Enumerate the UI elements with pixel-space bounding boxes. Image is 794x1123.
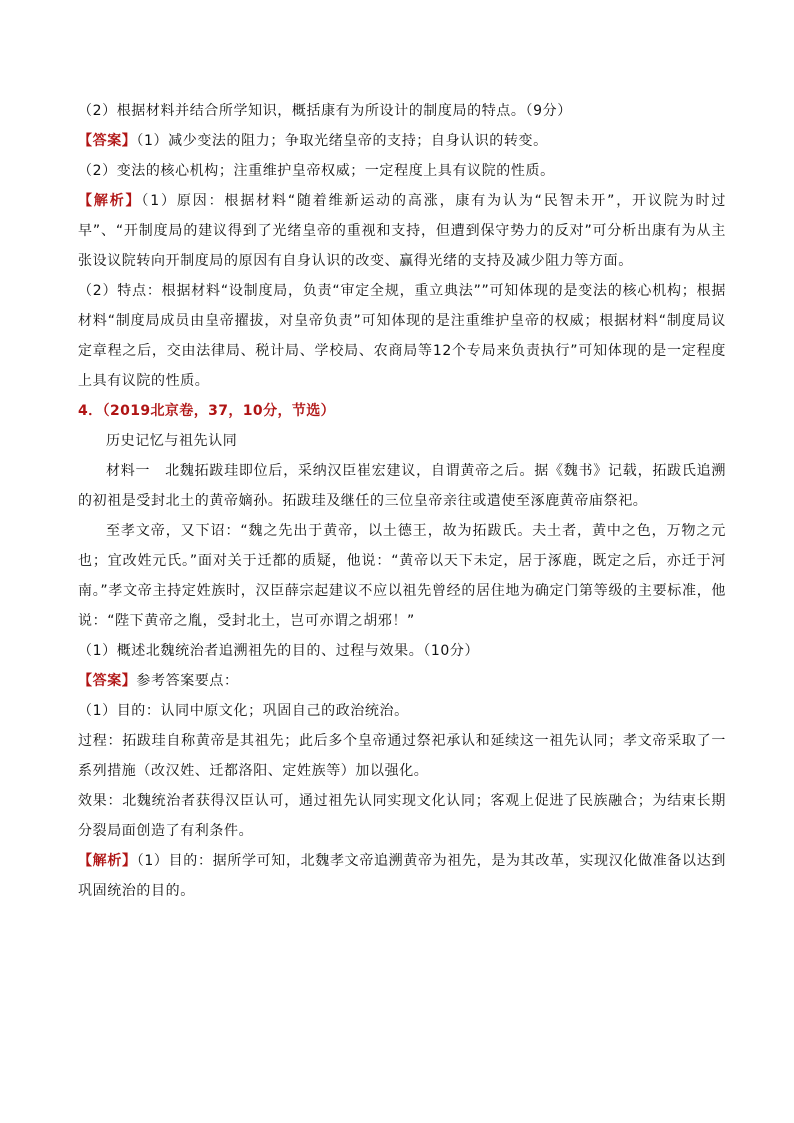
- analysis1-part2: （2）特点：根据材料“设制度局，负责“审定全规，重立典法””可知体现的是变法的核心机构；根据材料“制度局成员由皇帝擢拔，对皇帝负责”可知体现的是注重维护皇帝的权威；根据材料“制度局议定章程之后，交由法律局、税计局、学校局、农商局等12个专局来负责执行”可知体现的是一定程度上具有议院的性质。: [78, 283, 726, 389]
- answer1-line2: （2）变法的核心机构；注重维护皇帝权威；一定程度上具有议院的性质。: [78, 163, 555, 179]
- q4-heading: 4．（2019北京卷，37，10分，节选）: [78, 403, 336, 419]
- answer-tag: 【答案】: [78, 133, 137, 149]
- answer1-line1: 【答案】（1）减少变法的阻力；争取光绪皇帝的支持；自身认识的转变。: [78, 133, 548, 149]
- document-page: [78, 96, 726, 906]
- analysis-tag: 【解析】: [78, 853, 137, 869]
- answer-tag: 【答案】: [78, 673, 137, 689]
- q2-question: （2）根据材料并结合所学知识，概括康有为所设计的制度局的特点。（9分）: [78, 103, 572, 119]
- q4-title: 历史记忆与祖先认同: [106, 433, 238, 449]
- analysis-tag: 【解析】: [78, 193, 142, 209]
- answer2-line1: （1）目的：认同中原文化；巩固自己的政治统治。: [78, 703, 409, 719]
- analysis2-text: 【解析】（1）目的：据所学可知，北魏孝文帝追溯黄帝为祖先，是为其改革，实现汉化做准备以达到巩固统治的目的。: [78, 853, 726, 899]
- answer2-line2: 过程：拓跋珪自称黄帝是其祖先；此后多个皇帝通过祭祀承认和延续这一祖先认同；孝文帝采取了一系列措施（改汉姓、迁都洛阳、定姓族等）加以强化。: [78, 733, 726, 779]
- analysis1-part1: 【解析】（1）原因：根据材料“随着维新运动的高涨，康有为认为“民智未开”，开议院为时过早”、“开制度局的建议得到了光绪皇帝的重视和支持，但遭到保守势力的反对”可分析出康有为从主张设议院转向开制度局的原因有自身认识的改变、赢得光绪的支持及减少阻力等方面。: [78, 193, 726, 269]
- q4-question: （1）概述北魏统治者追溯祖先的目的、过程与效果。（10分）: [78, 643, 480, 659]
- answer2-line3: 效果：北魏统治者获得汉臣认可，通过祖先认同实现文化认同；客观上促进了民族融合；为结束长期分裂局面创造了有利条件。: [78, 793, 726, 839]
- q4-material2: 至孝文帝，又下诏：“魏之先出于黄帝，以土德王，故为拓跋氏。夫土者，黄中之色，万物之元也；宜改姓元氏。”面对关于迁都的质疑，他说：“黄帝以天下未定，居于涿鹿，既定之后，亦迁于河南。”孝文帝主持定姓族时，汉臣薛宗起建议不应以祖先曾经的居住地为确定门第等级的主要标准，他说：“陛下黄帝之胤，受封北土，岂可亦谓之胡邪！”: [78, 523, 726, 629]
- answer2-intro: 【答案】参考答案要点：: [78, 673, 239, 689]
- q4-material1: 材料一 北魏拓跋珪即位后，采纳汉臣崔宏建议，自谓黄帝之后。据《魏书》记载，拓跋氏追溯的初祖是受封北土的黄帝嫡孙。拓跋珪及继任的三位皇帝亲往或遣使至涿鹿黄帝庙祭祀。: [78, 463, 726, 509]
